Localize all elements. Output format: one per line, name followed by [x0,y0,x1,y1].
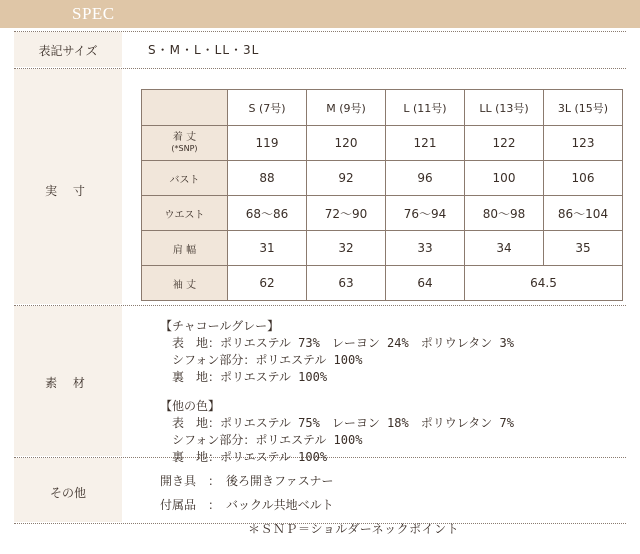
row-header: 肩 幅 [142,231,228,266]
table-cell: 32 [307,231,386,266]
material-label: 素 材 [45,376,91,390]
measure-label: 実 寸 [45,184,91,198]
spec-header [0,0,640,28]
table-cell: 76〜94 [386,196,465,231]
table-row [142,126,623,161]
row-header: バスト [142,161,228,196]
table-cell: 64 [386,266,465,301]
spec-title: SPEC [72,4,115,23]
material-line: 裏 地：ポリエステル 100% [160,370,328,384]
snp-note: ＊ＳＮＰ＝ショルダーネックポイント [248,522,460,536]
table-cell: 86〜104 [544,196,623,231]
table-cell: 92 [307,161,386,196]
sizes-value: S・M・L・LL・3L [148,43,260,57]
material-line: 表 地：ポリエステル 73% レーヨン 24% ポリウレタン 3% [160,336,514,350]
other-accessory: 付属品 ： バックル共地ベルト [160,498,334,512]
table-cell: 106 [544,161,623,196]
row-header [142,126,228,161]
material-group-title: 【チャコールグレー】 [160,319,280,333]
divider [14,68,626,69]
table-cell: 63 [307,266,386,301]
table-cell: 33 [386,231,465,266]
divider [14,305,626,306]
material-group-title: 【他の色】 [160,399,221,413]
other-fastener: 開き具 ： 後ろ開きファスナー [160,474,334,488]
material-line: 表 地：ポリエステル 75% レーヨン 18% ポリウレタン 7% [160,416,514,430]
table-cell-merged: 64.5 [465,266,623,301]
material-line: 裏 地：ポリエステル 100% [160,450,328,464]
measurements-table [141,89,623,301]
table-row [142,196,623,231]
column-header: S (7号) [228,90,307,126]
column-header: M (9号) [307,90,386,126]
column-header: LL (13号) [465,90,544,126]
table-corner [142,90,228,126]
table-row [142,161,623,196]
material-line: シフォン部分：ポリエステル 100% [160,353,363,367]
table-header-row [142,90,623,126]
other-label: その他 [49,486,86,500]
materials-block [160,318,514,466]
table-cell: 68〜86 [228,196,307,231]
table-cell: 121 [386,126,465,161]
column-header: L (11号) [386,90,465,126]
table-row [142,266,623,301]
table-cell: 96 [386,161,465,196]
row-header-label: 着 丈 [172,132,197,143]
table-cell: 31 [228,231,307,266]
table-cell: 62 [228,266,307,301]
row-header-sublabel: (*SNP) [171,144,198,153]
table-cell: 122 [465,126,544,161]
table-cell: 34 [465,231,544,266]
table-cell: 35 [544,231,623,266]
table-row [142,231,623,266]
divider [14,31,626,32]
table-cell: 119 [228,126,307,161]
table-cell: 88 [228,161,307,196]
row-header: ウエスト [142,196,228,231]
sizes-label: 表記サイズ [38,44,98,58]
row-header: 袖 丈 [142,266,228,301]
table-cell: 80〜98 [465,196,544,231]
table-cell: 100 [465,161,544,196]
column-header: 3L (15号) [544,90,623,126]
table-cell: 123 [544,126,623,161]
table-cell: 72〜90 [307,196,386,231]
table-cell: 120 [307,126,386,161]
material-line: シフォン部分：ポリエステル 100% [160,433,363,447]
